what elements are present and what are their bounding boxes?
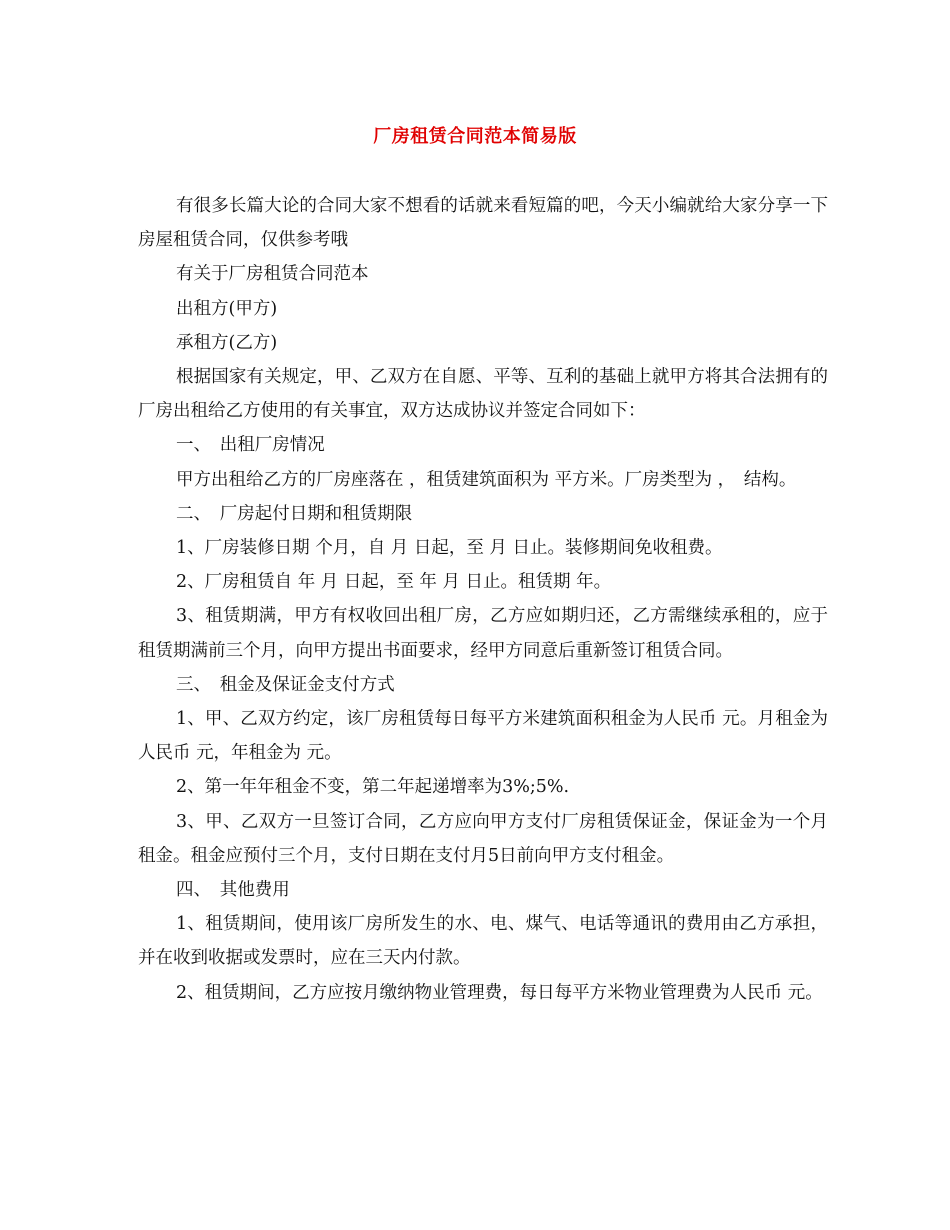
section-heading-1: 一、 出租厂房情况 bbox=[176, 435, 325, 456]
paragraph-heading: 有关于厂房租赁合同范本 bbox=[176, 264, 369, 285]
document-title: 厂房租赁合同范本简易版 bbox=[373, 126, 577, 147]
paragraph-clause: 1、甲、乙双方约定，该厂房租赁每日每平方米建筑面积租金为人民币 元。月租金为人民币 元，年租金为 元。 bbox=[138, 709, 828, 764]
paragraph-lessor: 出租方(甲方) bbox=[176, 298, 278, 319]
paragraph-clause: 1、厂房装修日期 个月，自 月 日起，至 月 日止。装修期间免收租费。 bbox=[176, 538, 723, 559]
paragraph-intro: 有很多长篇大论的合同大家不想看的话就来看短篇的吧，今天小编就给大家分享一下房屋租赁合同，仅供参考哦 bbox=[138, 196, 828, 251]
paragraph-clause: 1、租赁期间，使用该厂房所发生的水、电、煤气、电话等通讯的费用由乙方承担，并在收到收据或发票时，应在三天内付款。 bbox=[138, 914, 828, 969]
paragraph-clause: 3、租赁期满，甲方有权收回出租厂房，乙方应如期归还，乙方需继续承租的，应于租赁期满前三个月，向甲方提出书面要求，经甲方同意后重新签订租赁合同。 bbox=[138, 606, 828, 661]
paragraph-clause: 3、甲、乙双方一旦签订合同，乙方应向甲方支付厂房租赁保证金，保证金为一个月租金。租金应预付三个月，支付日期在支付月5日前向甲方支付租金。 bbox=[138, 811, 828, 866]
section-heading-4: 四、 其他费用 bbox=[176, 880, 290, 901]
section-heading-3: 三、 租金及保证金支付方式 bbox=[176, 674, 395, 695]
paragraph-clause: 2、第一年年租金不变，第二年起递增率为3%;5%. bbox=[176, 777, 570, 798]
paragraph-lessee: 承租方(乙方) bbox=[176, 332, 278, 353]
paragraph-clause: 2、租赁期间，乙方应按月缴纳物业管理费，每日每平方米物业管理费为人民币 元。 bbox=[176, 982, 823, 1003]
section-heading-2: 二、 厂房起付日期和租赁期限 bbox=[176, 503, 413, 524]
document-body bbox=[138, 189, 828, 1010]
paragraph-clause: 甲方出租给乙方的厂房座落在 ，租赁建筑面积为 平方米。厂房类型为 ， 结构。 bbox=[176, 469, 797, 490]
paragraph-preamble: 根据国家有关规定，甲、乙双方在自愿、平等、互利的基础上就甲方将其合法拥有的厂房出租给乙方使用的有关事宜，双方达成协议并签定合同如下： bbox=[138, 367, 828, 422]
paragraph-clause: 2、厂房租赁自 年 月 日起，至 年 月 日止。租赁期 年。 bbox=[176, 572, 612, 593]
